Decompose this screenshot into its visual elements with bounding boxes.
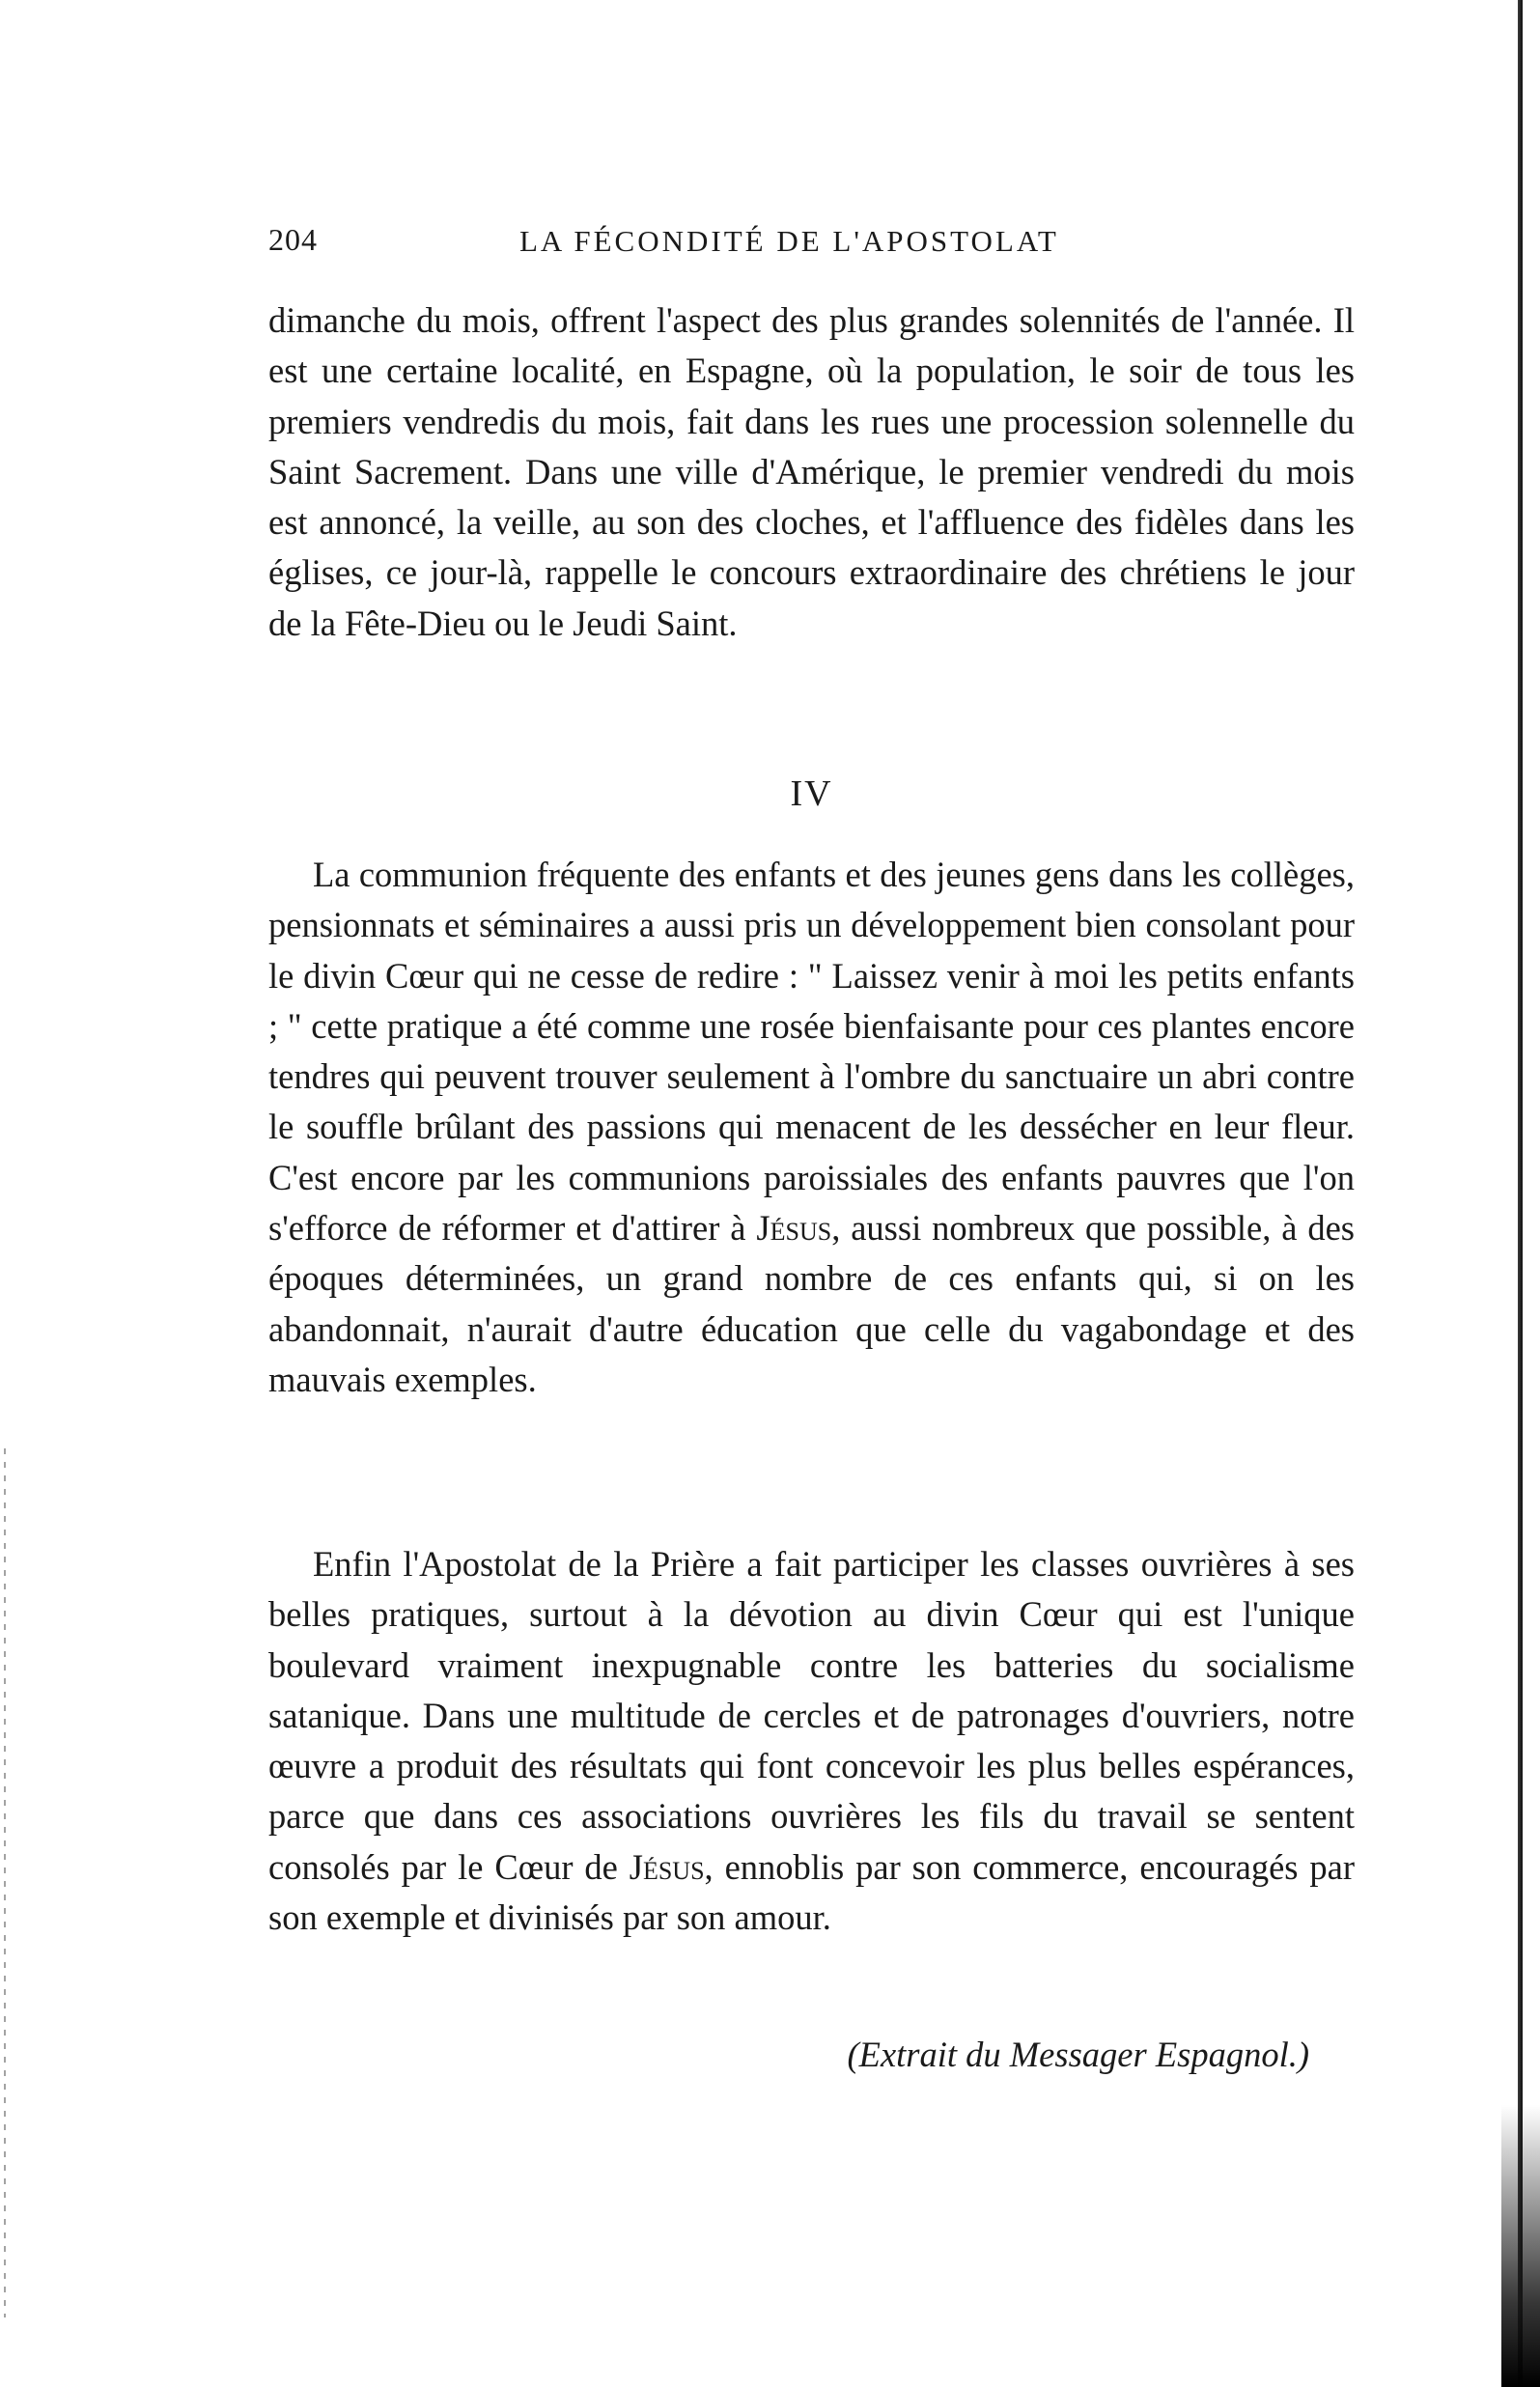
section-heading: IV (790, 773, 833, 814)
paragraph-2 (268, 850, 1355, 1405)
page-number: 204 (268, 222, 318, 257)
page-header (268, 222, 1108, 265)
source-citation: (Extrait du Messager Espagnol.) (847, 2035, 1309, 2074)
paragraph-3 (268, 1539, 1355, 1943)
scan-margin-marks (4, 1448, 6, 2317)
paragraph-2-text-b: , aussi nombreux que possible, à des époques déterminées, un grand nombre de ces enfants qui, si on les abandonnait, n'aurait d'autre éducation que celle du vagabondage et des mauvais exemples. (268, 1208, 1355, 1399)
paragraph-3-text-a: Enfin l'Apostolat de la Prière a fait participer les classes ouvrières à ses belles pratiques, surtout à la dévotion au divin Cœur qui est l'unique boulevard vraiment inexpugnable contre les batteries du socialisme satanique. Dans une multitude de cercles et de patronages d'ouvriers, notre œuvre a produit des résultats qui font concevoir les plus belles espérances, parce que dans ces associations ouvrières les fils du travail se sentent consolés par le Cœur de (268, 1544, 1355, 1887)
running-title: LA FÉCONDITÉ DE L'APOSTOLAT (519, 224, 1059, 258)
paragraph-2-text-a: La communion fréquente des enfants et des jeunes gens dans les collèges, pensionnats et séminaires a aussi pris un développement bien consolant pour le divin Cœur qui ne cesse de redire : " Laissez venir à moi les petits enfants ; " cette pratique a été comme une rosée bienfaisante pour ces plantes encore tendres qui peuvent trouver seulement à l'ombre du sanctuaire un abri contre le souffle brûlant des passions qui menacent de les dessécher en leur fleur. C'est encore par les communions paroissiales des enfants pauvres que l'on s'efforce de réformer et d'attirer à (268, 855, 1355, 1249)
scan-shadow (1501, 2105, 1540, 2387)
paragraph-3-text-b: , ennoblis par son commerce, encouragés par son exemple et divinisés par son amour. (268, 1846, 1355, 1938)
paragraph-3-jesus: Jésus (629, 1846, 705, 1887)
paragraph-1: dimanche du mois, offrent l'aspect des plus grandes solennités de l'année. Il est une certaine localité, en Espagne, où la population, le soir de tous les premiers vendredis du mois, fait dans les rues une procession solennelle du Saint Sacrement. Dans une ville d'Amérique, le premier vendredi du mois est annoncé, la veille, au son des cloches, et l'affluence des fidèles dans les églises, ce jour-là, rappelle le concours extraordinaire des chrétiens le jour de la Fête-Dieu ou le Jeudi Saint. (268, 300, 1355, 643)
paragraph-2-jesus: Jésus (756, 1208, 832, 1249)
binding-edge (1518, 0, 1523, 2387)
